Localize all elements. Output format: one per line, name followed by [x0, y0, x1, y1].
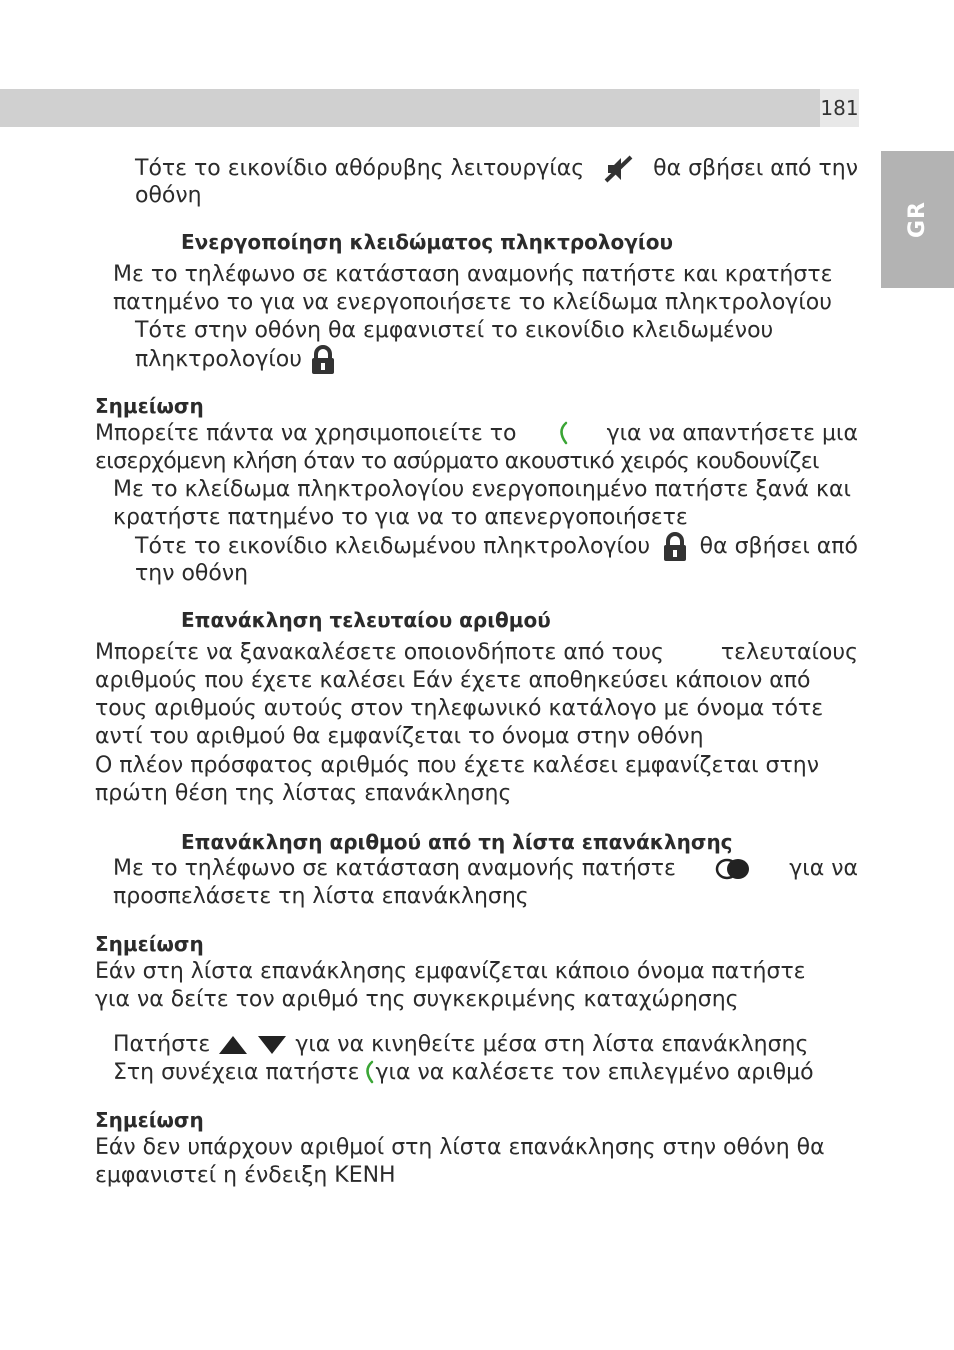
talk-key-icon [553, 420, 571, 448]
text-line: προσπελάσετε τη λίστα επανάκλησης [113, 884, 529, 909]
text-span: πληκτρολογίου [135, 347, 302, 372]
text-line: Με το κλείδωμα πληκτρολογίου ενεργοποιημένο πατήστε ξανά και [113, 477, 851, 502]
note-heading: Σημείωση [95, 1108, 204, 1132]
text-line [135, 154, 858, 184]
text-line: κρατήστε πατημένο το για να το απενεργοποιήσετε [113, 505, 688, 530]
note-heading: Σημείωση [95, 932, 204, 956]
text-line [95, 752, 858, 780]
text-span: για να κινηθείτε μέσα στη λίστα επανάκλησης [295, 1032, 809, 1057]
text-span: Στη συνέχεια πατήστε [113, 1060, 360, 1085]
talk-key-icon [360, 1059, 376, 1087]
text-span: Τότε το εικονίδιο αθόρυβης λειτουργίας [135, 156, 585, 181]
section-heading: Επανάκληση αριθμού από τη λίστα επανάκλησης [181, 830, 733, 854]
text-span: τους αριθμούς αυτούς στον τηλεφωνικό κατάλογο με όνομα τότε [95, 696, 824, 721]
text-line [113, 1059, 814, 1087]
text-span: Με το τηλέφωνο σε κατάσταση αναμονής πατήστε και κρατήστε [113, 262, 833, 287]
language-tab [881, 151, 954, 288]
keypad-lock-icon [661, 532, 689, 562]
redial-key-icon [714, 857, 752, 881]
text-line [135, 345, 337, 375]
text-line: Εάν δεν υπάρχουν αριθμοί στη λίστα επανάκλησης στην οθόνη θα [95, 1135, 825, 1160]
down-arrow-icon [256, 1034, 288, 1056]
text-line: αντί του αριθμού θα εμφανίζεται το όνομα στην οθόνη [95, 724, 704, 749]
text-span: θα σβήσει από [699, 534, 858, 559]
silent-mode-icon [604, 154, 634, 184]
text-line [95, 639, 858, 667]
text-span: για να απαντήσετε μια [606, 421, 858, 446]
text-span: Με το τηλέφωνο σε κατάσταση αναμονής πατήστε [113, 856, 676, 881]
text-span: Πατήστε [113, 1032, 211, 1057]
up-arrow-icon [217, 1034, 249, 1056]
text-line [135, 317, 858, 345]
text-line [95, 667, 858, 695]
text-line [135, 532, 858, 562]
page-number: 181 [820, 89, 859, 127]
text-line [113, 1031, 808, 1059]
text-line: εμφανιστεί η ένδειξη ΚΕΝΗ [95, 1163, 396, 1188]
section-heading: Επανάκληση τελευταίου αριθμού [181, 608, 551, 632]
text-span: Μπορείτε πάντα να χρησιμοποιείτε το [95, 421, 517, 446]
text-span: τελευταίους [720, 640, 858, 665]
section-heading: Ενεργοποίηση κλειδώματος πληκτρολογίου [181, 230, 673, 254]
text-span: Ο πλέον πρόσφατος αριθμός που έχετε καλέσει εμφανίζεται στην [95, 753, 819, 778]
text-span: θα σβήσει από την [653, 156, 858, 181]
text-line: οθόνη [135, 183, 202, 208]
text-line: εισερχόμενη κλήση όταν το ασύρματο ακουστικό χειρός κουδουνίζει [95, 449, 819, 474]
text-span: Μπορείτε να ξανακαλέσετε οποιονδήποτε από τους [95, 640, 664, 665]
text-span: για να [789, 856, 858, 881]
text-span: Τότε το εικονίδιο κλειδωμένου πληκτρολογίου [135, 534, 651, 559]
text-line [113, 261, 858, 289]
text-span: αριθμούς που έχετε καλέσει Εάν έχετε αποθηκεύσει κάποιον από [95, 668, 811, 693]
language-tab-label: GR [905, 201, 930, 238]
text-line: για να δείτε τον αριθμό της συγκεκριμένης καταχώρησης [95, 987, 739, 1012]
text-span: Τότε στην οθόνη θα εμφανιστεί το εικονίδιο κλειδωμένου [135, 318, 774, 343]
text-line: πρώτη θέση της λίστας επανάκλησης [95, 781, 512, 806]
text-line [113, 855, 858, 883]
keypad-lock-icon [309, 345, 337, 375]
text-line [95, 420, 858, 448]
text-line [95, 695, 858, 723]
note-heading: Σημείωση [95, 394, 204, 418]
header-bar [0, 89, 820, 127]
text-span: για να καλέσετε τον επιλεγμένο αριθμό [375, 1060, 814, 1085]
text-line: πατημένο το για να ενεργοποιήσετε το κλείδωμα πληκτρολογίου [113, 290, 832, 315]
text-line: την οθόνη [135, 561, 249, 586]
text-line: Εάν στη λίστα επανάκλησης εμφανίζεται κάποιο όνομα πατήστε [95, 959, 806, 984]
